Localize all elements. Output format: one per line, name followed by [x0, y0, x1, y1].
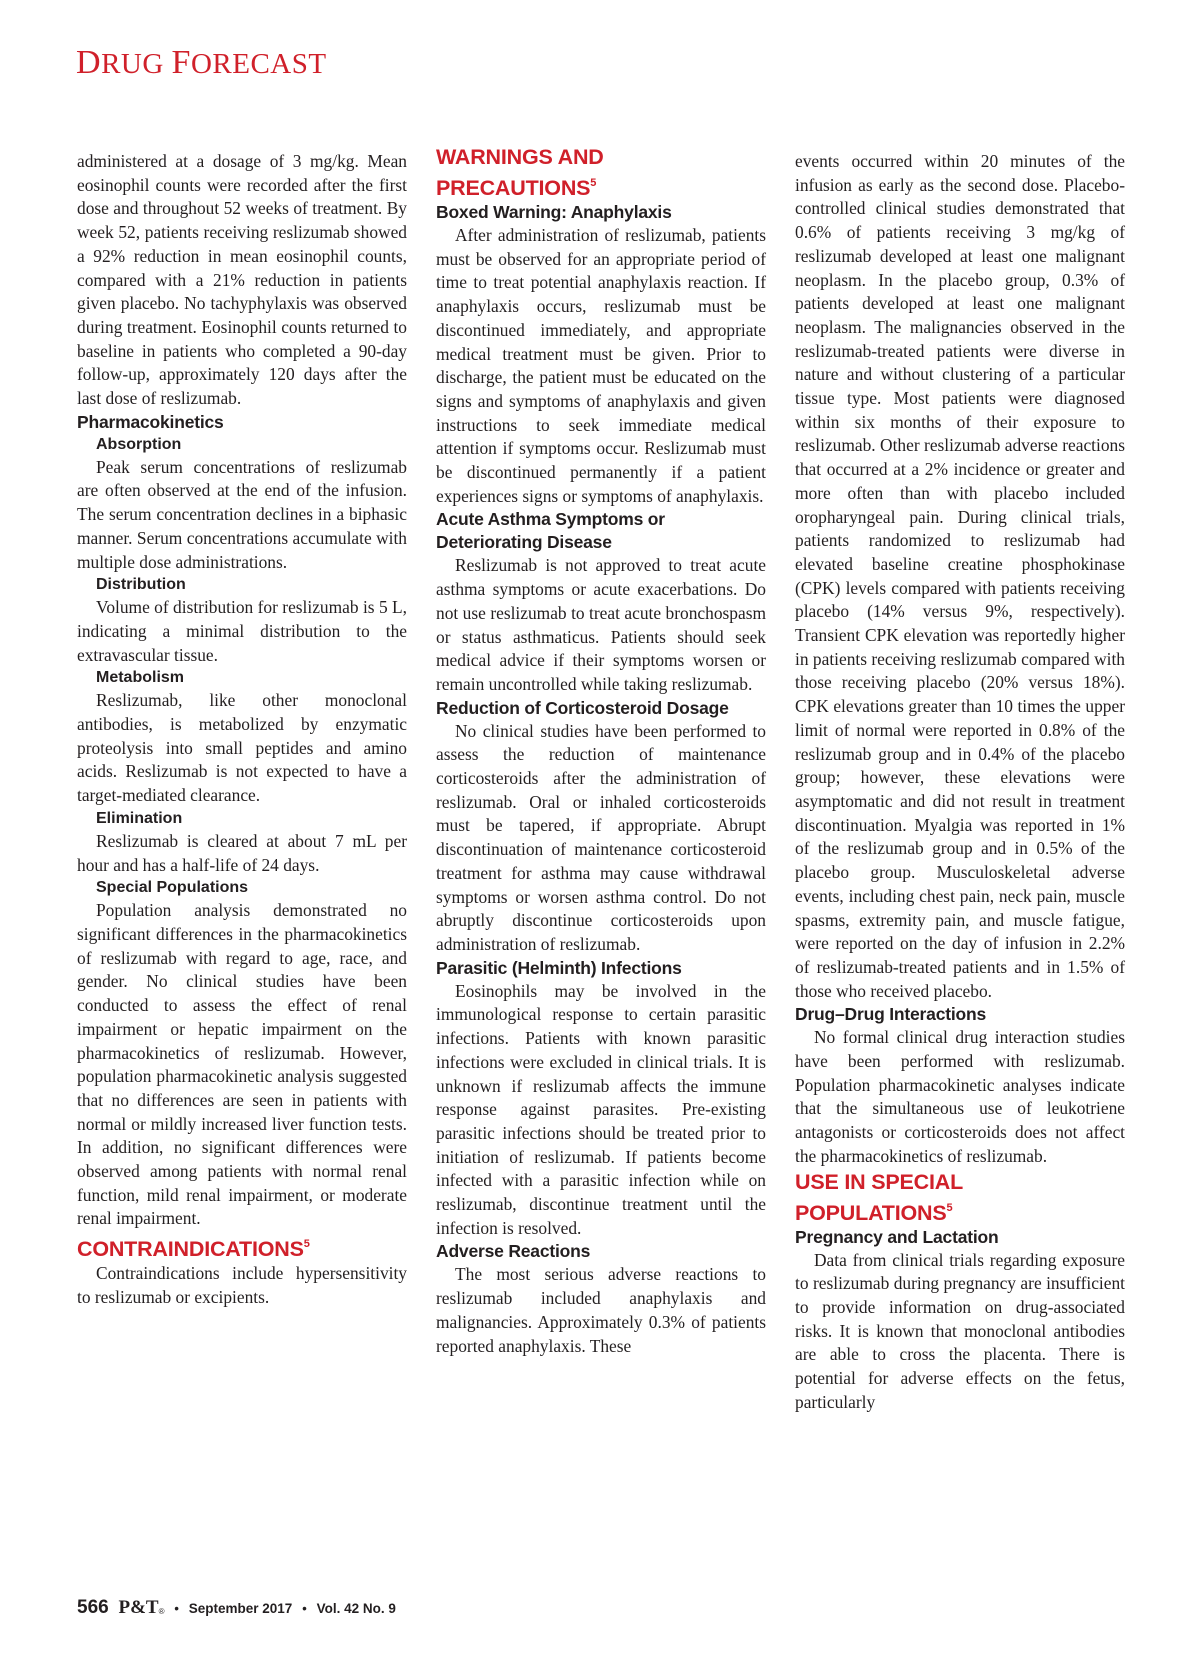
- pregnancy-heading: Pregnancy and Lactation: [795, 1226, 999, 1247]
- running-head: DRUG FORECAST: [76, 44, 327, 81]
- column-1: [77, 150, 407, 1310]
- adverse-reactions-continued: events occurred within 20 minutes of the infusion as early as the second dose. Placebo-controlled clinical studies demonstrated that 0.6% of patients receiving 3 mg/kg of reslizumab developed at least one malignant neoplasm. In the placebo group, 0.3% of patients developed at least one malignant neoplasm. The malignancies observed in the reslizumab-treated patients were diverse in nature and without clustering of a particular tissue type. Most patients were diagnosed within six months of their exposure to reslizumab. Other reslizumab adverse reactions that occurred at a 2% incidence or greater and more often than with placebo included oropharyngeal pain. During clinical trials, patients randomized to reslizumab had elevated baseline creatine phosphokinase (CPK) levels compared with patients receiving placebo (14% versus 9%, respectively). Transient CPK elevation was reportedly higher in patients receiving reslizumab compared with those receiving placebo (20% versus 18%). CPK elevations greater than 10 times the upper limit of normal were reported in 0.8% of the reslizumab group and in 0.4% of the placebo group; however, these elevations were asymptomatic and did not result in treatment discontinuation. Myalgia was reported in 1% of the reslizumab group and in 0.5% of the placebo group. Musculoskeletal adverse events, including chest pain, neck pain, muscle spasms, extremity pain, and muscle fatigue, were reported on the day of infusion in 2.2% of reslizumab-treated patients and in 1.5% of those who received placebo.: [795, 151, 1125, 1001]
- absorption-text: Peak serum concentrations of reslizumab are often observed at the end of the infusion. The serum concentration declines in a biphasic manner. Serum concentrations accumulate with multiple dose administrations.: [77, 456, 407, 572]
- bullet-separator: •: [174, 1601, 179, 1616]
- parasitic-heading: Parasitic (Helminth) Infections: [436, 957, 682, 978]
- acute-asthma-text: Reslizumab is not approved to treat acute asthma symptoms or acute exacerbations. Do not use reslizumab to treat acute bronchospasm or status asthmaticus. Patients should seek medical advice if their symptoms worsen or remain uncontrolled while taking reslizumab.: [436, 555, 766, 694]
- special-populations-section-heading: USE IN SPECIAL POPULATIONS$^5$: [795, 1169, 963, 1225]
- distribution-text: Volume of distribution for reslizumab is 5 L, indicating a minimal distribution to the extravascular tissue.: [77, 597, 407, 665]
- adverse-reactions-text: The most serious adverse reactions to reslizumab included anaphylaxis and malignancies. Approximately 0.3% of patients reported anaphylaxis. These: [436, 1264, 766, 1356]
- boxed-warning-text: After administration of reslizumab, patients must be observed for an appropriate period of time to treat potential anaphylaxis reaction. If anaphylaxis occurs, reslizumab must be discontinued immediately, and appropriate medical treatment must be given. Prior to discharge, the patient must be educated on the signs and symptoms of anaphylaxis and given instructions to seek immediate medical attention if symptoms occur. Reslizumab must be discontinued permanently if a patient experiences signs or symptoms of anaphylaxis.: [436, 225, 766, 506]
- acute-asthma-heading: Acute Asthma Symptoms or Deteriorating Disease: [436, 509, 665, 553]
- warnings-heading: WARNINGS AND PRECAUTIONS$^5$: [436, 145, 604, 200]
- drug-interactions-text: No formal clinical drug interaction studies have been performed with reslizumab. Population pharmacokinetic analyses indicate that the simultaneous use of leukotriene antagonists or corticosteroids does not affect the pharmacokinetics of reslizumab.: [795, 1027, 1125, 1166]
- adverse-reactions-heading: Adverse Reactions: [436, 1241, 591, 1262]
- contraindications-text: Contraindications include hypersensitivity to reslizumab or excipients.: [77, 1263, 407, 1307]
- metabolism-text: Reslizumab, like other monoclonal antibodies, is metabolized by enzymatic proteolysis into small peptides and amino acids. Reslizumab is not expected to have a target-mediated clearance.: [77, 690, 407, 806]
- page-footer: [77, 1597, 396, 1619]
- bullet-separator: •: [302, 1601, 307, 1616]
- corticosteroid-heading: Reduction of Corticosteroid Dosage: [436, 697, 729, 718]
- registered-mark: ®: [158, 1607, 165, 1616]
- absorption-heading: Absorption: [96, 435, 182, 453]
- page-number: 566: [77, 1597, 109, 1618]
- drug-interactions-heading: Drug–Drug Interactions: [795, 1004, 987, 1025]
- pregnancy-text: Data from clinical trials regarding exposure to reslizumab during pregnancy are insufficient to provide information on drug-associated risks. It is known that monoclonal antibodies are able to cross the placenta. There is potential for adverse effects on the fetus, particularly: [795, 1249, 1125, 1412]
- volume-number: Vol. 42 No. 9: [316, 1601, 396, 1616]
- journal-name: P&T: [118, 1597, 159, 1618]
- column-2: [436, 145, 766, 1358]
- column-3: [795, 150, 1125, 1414]
- distribution-heading: Distribution: [96, 576, 186, 594]
- parasitic-text: Eosinophils may be involved in the immunological response to certain parasitic infections. Patients with known parasitic infections were excluded in clinical trials. It is unknown if reslizumab affects the immune response against parasites. Pre-existing parasitic infections should be treated prior to initiation of reslizumab. If patients become infected with a parasitic infection while on reslizumab, discontinue treatment until the infection is resolved.: [436, 980, 766, 1238]
- issue-date: September 2017: [188, 1601, 293, 1616]
- boxed-warning-heading: Boxed Warning: Anaphylaxis: [436, 202, 672, 222]
- contraindications-heading: CONTRAINDICATIONS$^5$: [77, 1237, 310, 1262]
- pharmacokinetics-heading: Pharmacokinetics: [77, 411, 224, 432]
- paragraph-continued: administered at a dosage of 3 mg/kg. Mean eosinophil counts were recorded after the first dose and throughout 52 weeks of treatment. By week 52, patients receiving reslizumab showed a 92% reduction in mean eosinophil counts, compared with a 21% reduction in patients given placebo. No tachyphylaxis was observed during treatment. Eosinophil counts returned to baseline in patients who completed a 90-day follow-up, approximately 120 days after the last dose of reslizumab.: [77, 151, 407, 409]
- special-populations-text: Population analysis demonstrated no significant differences in the pharmacokinetics of reslizumab with regard to age, race, and gender. No clinical studies have been conducted to assess the effect of renal impairment or hepatic impairment on the pharmacokinetics of reslizumab. However, population pharmacokinetic analysis suggested that no differences are seen in patients with normal or mildly increased liver function tests. In addition, no significant differences were observed among patients with normal renal function, mild renal impairment, or moderate renal impairment.: [77, 900, 407, 1229]
- corticosteroid-text: No clinical studies have been performed to assess the reduction of maintenance corticosteroids after the administration of reslizumab. Oral or inhaled corticosteroids must be tapered, if appropriate. Abrupt discontinuation of maintenance corticosteroid treatment for asthma may cause withdrawal symptoms or worsen asthma control. Do not abruptly discontinue corticosteroids upon administration of reslizumab.: [436, 720, 766, 954]
- elimination-heading: Elimination: [96, 809, 183, 827]
- elimination-text: Reslizumab is cleared at about 7 mL per hour and has a half-life of 24 days.: [77, 830, 407, 875]
- special-populations-heading: Special Populations: [96, 879, 249, 897]
- metabolism-heading: Metabolism: [96, 669, 185, 687]
